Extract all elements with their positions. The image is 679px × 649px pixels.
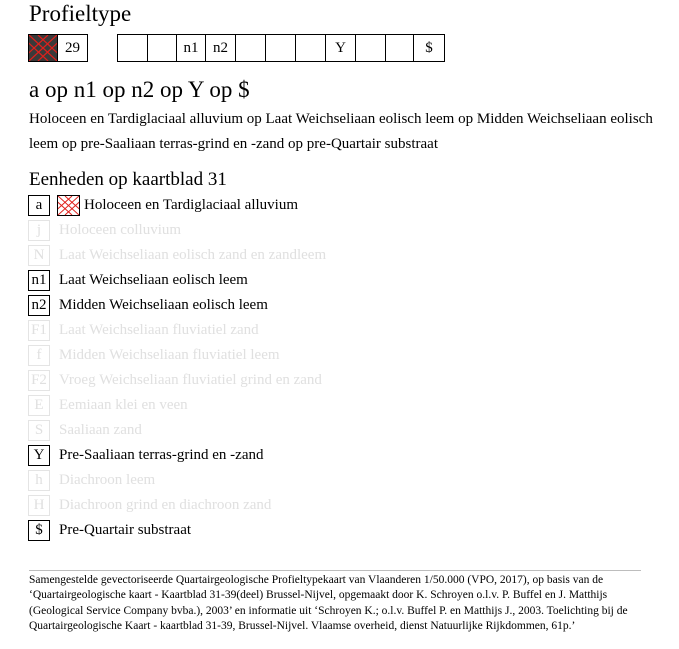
hatched-red-cross-swatch (28, 34, 58, 62)
code-cell (385, 34, 414, 62)
unit-label: Holoceen colluvium (59, 222, 182, 238)
unit-code-box: Y (28, 445, 50, 466)
code-cell (117, 34, 148, 62)
unit-code-box: F1 (28, 320, 50, 341)
unit-label: Laat Weichseliaan eolisch leem (59, 272, 248, 288)
unit-code-box: n2 (28, 295, 50, 316)
unit-label: Diachroon leem (59, 472, 156, 488)
unit-code-box: h (28, 470, 50, 491)
unit-code-box: N (28, 245, 50, 266)
unit-code-box: f (28, 345, 50, 366)
unit-label: Midden Weichseliaan fluviatiel leem (59, 347, 280, 363)
code-cell (295, 34, 326, 62)
unit-label: Saaliaan zand (59, 422, 142, 438)
code-cell: n2 (205, 34, 236, 62)
hatched-red-cross-swatch (57, 195, 80, 216)
swatch-hatch-pattern (58, 196, 79, 215)
unit-label: Holoceen en Tardiglaciaal alluvium (84, 197, 299, 213)
code-cell-kaartblad: 29 (57, 34, 88, 62)
code-cell (235, 34, 266, 62)
unit-label: Pre-Quartair substraat (59, 522, 192, 538)
swatch-hatch-pattern (29, 35, 57, 61)
unit-label: Eemiaan klei en veen (59, 397, 188, 413)
unit-label: Pre-Saaliaan terras-grind en -zand (59, 447, 264, 463)
unit-code-box: S (28, 420, 50, 441)
unit-code-box: n1 (28, 270, 50, 291)
unit-code-box: E (28, 395, 50, 416)
unit-code-box: H (28, 495, 50, 516)
unit-label: Laat Weichseliaan eolisch zand en zandleem (59, 247, 327, 263)
unit-code-box: $ (28, 520, 50, 541)
page-title: Profieltype (29, 1, 132, 26)
unit-code-box: j (28, 220, 50, 241)
code-cell: Y (325, 34, 356, 62)
code-cell (355, 34, 386, 62)
source-citation: Samengestelde gevectoriseerde Quartairgeologische Profieltypekaart van Vlaanderen 1/50.000 (VPO, 2017), op basis van de ‘Quartairgeologische kaart - Kaartblad 31-39(deel) Brussel-Nijvel, opgemaakt door K. Schroyen o.l.v. P. Buffel en J. Matthijs (Geological Service Company bvba.), 2003’ en informatie uit ‘Schroyen K.; o.l.v. Buffel P. en Matthijs J., 2003. Toelichting bij de Quartairgeologische Kaart - kaartblad 31-39, Brussel-Nijvel. Vlaamse overheid, dienst Natuurlijke Rijkdommen, 61p.’ (29, 574, 628, 632)
profile-formula: a op n1 op n2 op Y op $ (29, 77, 250, 102)
code-cell (147, 34, 177, 62)
unit-code-box: a (28, 195, 50, 216)
unit-label: Diachroon grind en diachroon zand (59, 497, 272, 513)
code-cell: n1 (176, 34, 206, 62)
profile-description: Holoceen en Tardiglaciaal alluvium op Laat Weichseliaan eolisch leem op Midden Weichseliaan eolisch leem op pre-Saaliaan terras-grind en -zand op pre-Quartair substraat (29, 111, 653, 152)
code-cell: $ (413, 34, 445, 62)
units-heading: Eenheden op kaartblad 31 (29, 169, 227, 190)
unit-label: Vroeg Weichseliaan fluviatiel grind en zand (59, 372, 322, 388)
unit-label: Midden Weichseliaan eolisch leem (59, 297, 268, 313)
footer-divider (29, 570, 641, 571)
unit-label: Laat Weichseliaan fluviatiel zand (59, 322, 259, 338)
code-cell (265, 34, 296, 62)
unit-code-box: F2 (28, 370, 50, 391)
